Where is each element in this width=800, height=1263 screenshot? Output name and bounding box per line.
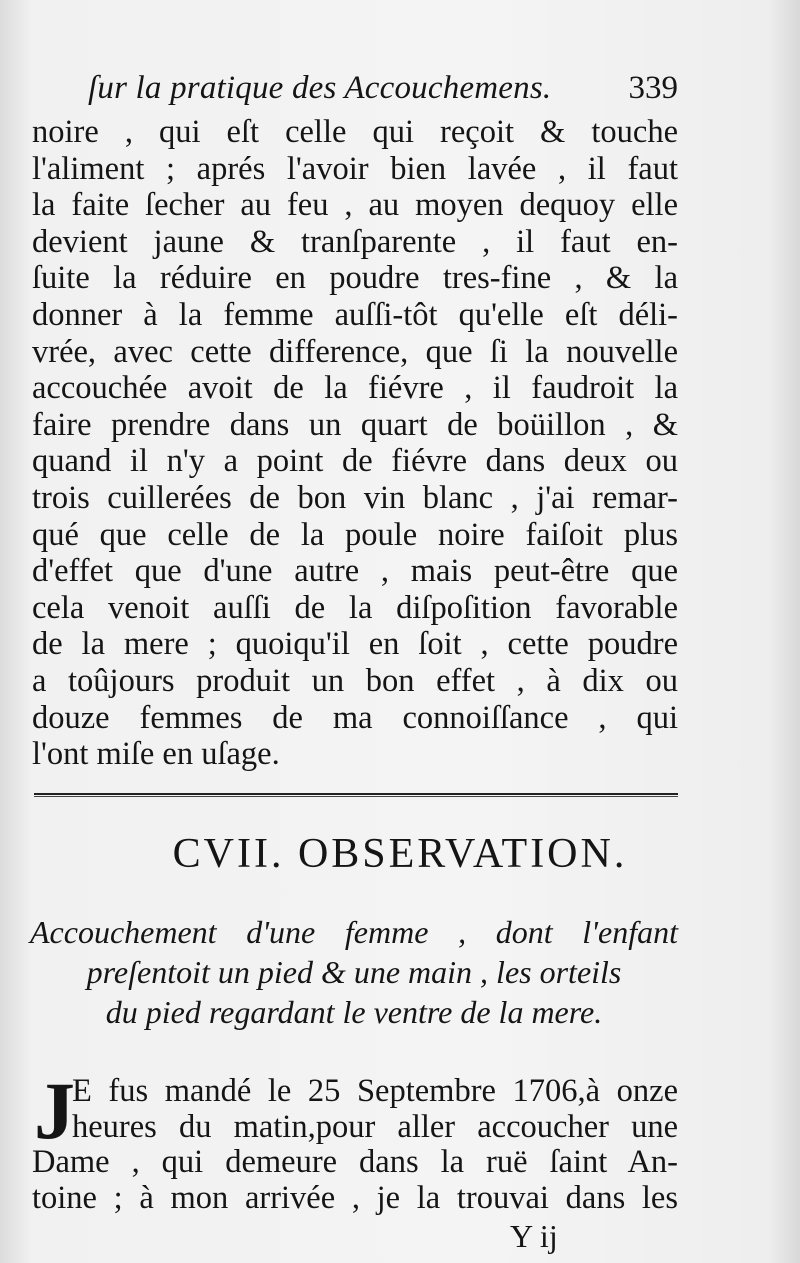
text-line: noire , qui eſt celle qui reçoit & touche: [32, 114, 678, 150]
drop-cap: J: [34, 1065, 75, 1156]
text-line: faire prendre dans un quart de boüillon , &: [32, 406, 678, 443]
text-line: toine ; à mon arrivée , je la trouvai dans les: [32, 1179, 678, 1216]
text-line: l'ont miſe en uſage.: [32, 736, 280, 773]
text-line: ſuite la réduire en poudre tres-fine , & la: [32, 260, 678, 297]
text-line: heures du matin,pour aller accoucher une: [72, 1108, 678, 1145]
text-line: quand il n'y a point de fiévre dans deux ou: [32, 443, 678, 480]
observation-subtitle: [30, 912, 678, 1032]
text-line: vrée, avec cette difference, que ſi la nouvelle: [32, 333, 678, 370]
observation-heading: CVII. OBSERVATION.: [172, 831, 628, 877]
text-line: a toûjours produit un bon effet , à dix ou: [32, 662, 678, 699]
subtitle-line: preſentoit un pied & une main , les orteils: [86, 954, 622, 990]
text-line: Dame , qui demeure dans la ruë ſaint An-: [32, 1144, 678, 1180]
signature-mark: Y ij: [510, 1218, 558, 1254]
text-line: l'aliment ; aprés l'avoir bien lavée , il faut: [32, 150, 678, 187]
subtitle-line: Accouchement d'une femme , dont l'enfant: [30, 914, 678, 950]
text-line: devient jaune & tranſparente , il faut en-: [32, 223, 678, 260]
text-line: d'effet que d'une autre , mais peut-être que: [32, 553, 678, 590]
text-line: la faite ſecher au feu , au moyen dequoy elle: [32, 187, 678, 224]
text-line: cela venoit auſſi de la diſpoſition favorable: [32, 589, 678, 626]
text-line: donner à la femme auſſi-tôt qu'elle eſt déli-: [32, 296, 678, 333]
text-line: de la mere ; quoiqu'il en ſoit , cette poudre: [32, 626, 678, 663]
text-line: trois cuillerées de bon vin blanc , j'ai remar-: [32, 479, 678, 516]
text-line: accouchée avoit de la fiévre , il faudroit la: [32, 370, 678, 407]
page-number: 339: [628, 70, 678, 106]
text-line: E fus mandé le 25 Septembre 1706,à onze: [72, 1073, 678, 1109]
running-head-title: ſur la pratique des Accouchemens.: [88, 70, 552, 106]
text-line: qué que celle de la poule noire faiſoit plus: [32, 516, 678, 553]
paragraph-1: [32, 114, 678, 773]
subtitle-line: du pied regardant le ventre de la mere.: [105, 994, 603, 1030]
section-divider: [34, 793, 678, 797]
text-line: douze femmes de ma connoiſſance , qui: [32, 699, 678, 736]
running-head: [88, 70, 678, 110]
paragraph-2: [32, 1065, 678, 1216]
